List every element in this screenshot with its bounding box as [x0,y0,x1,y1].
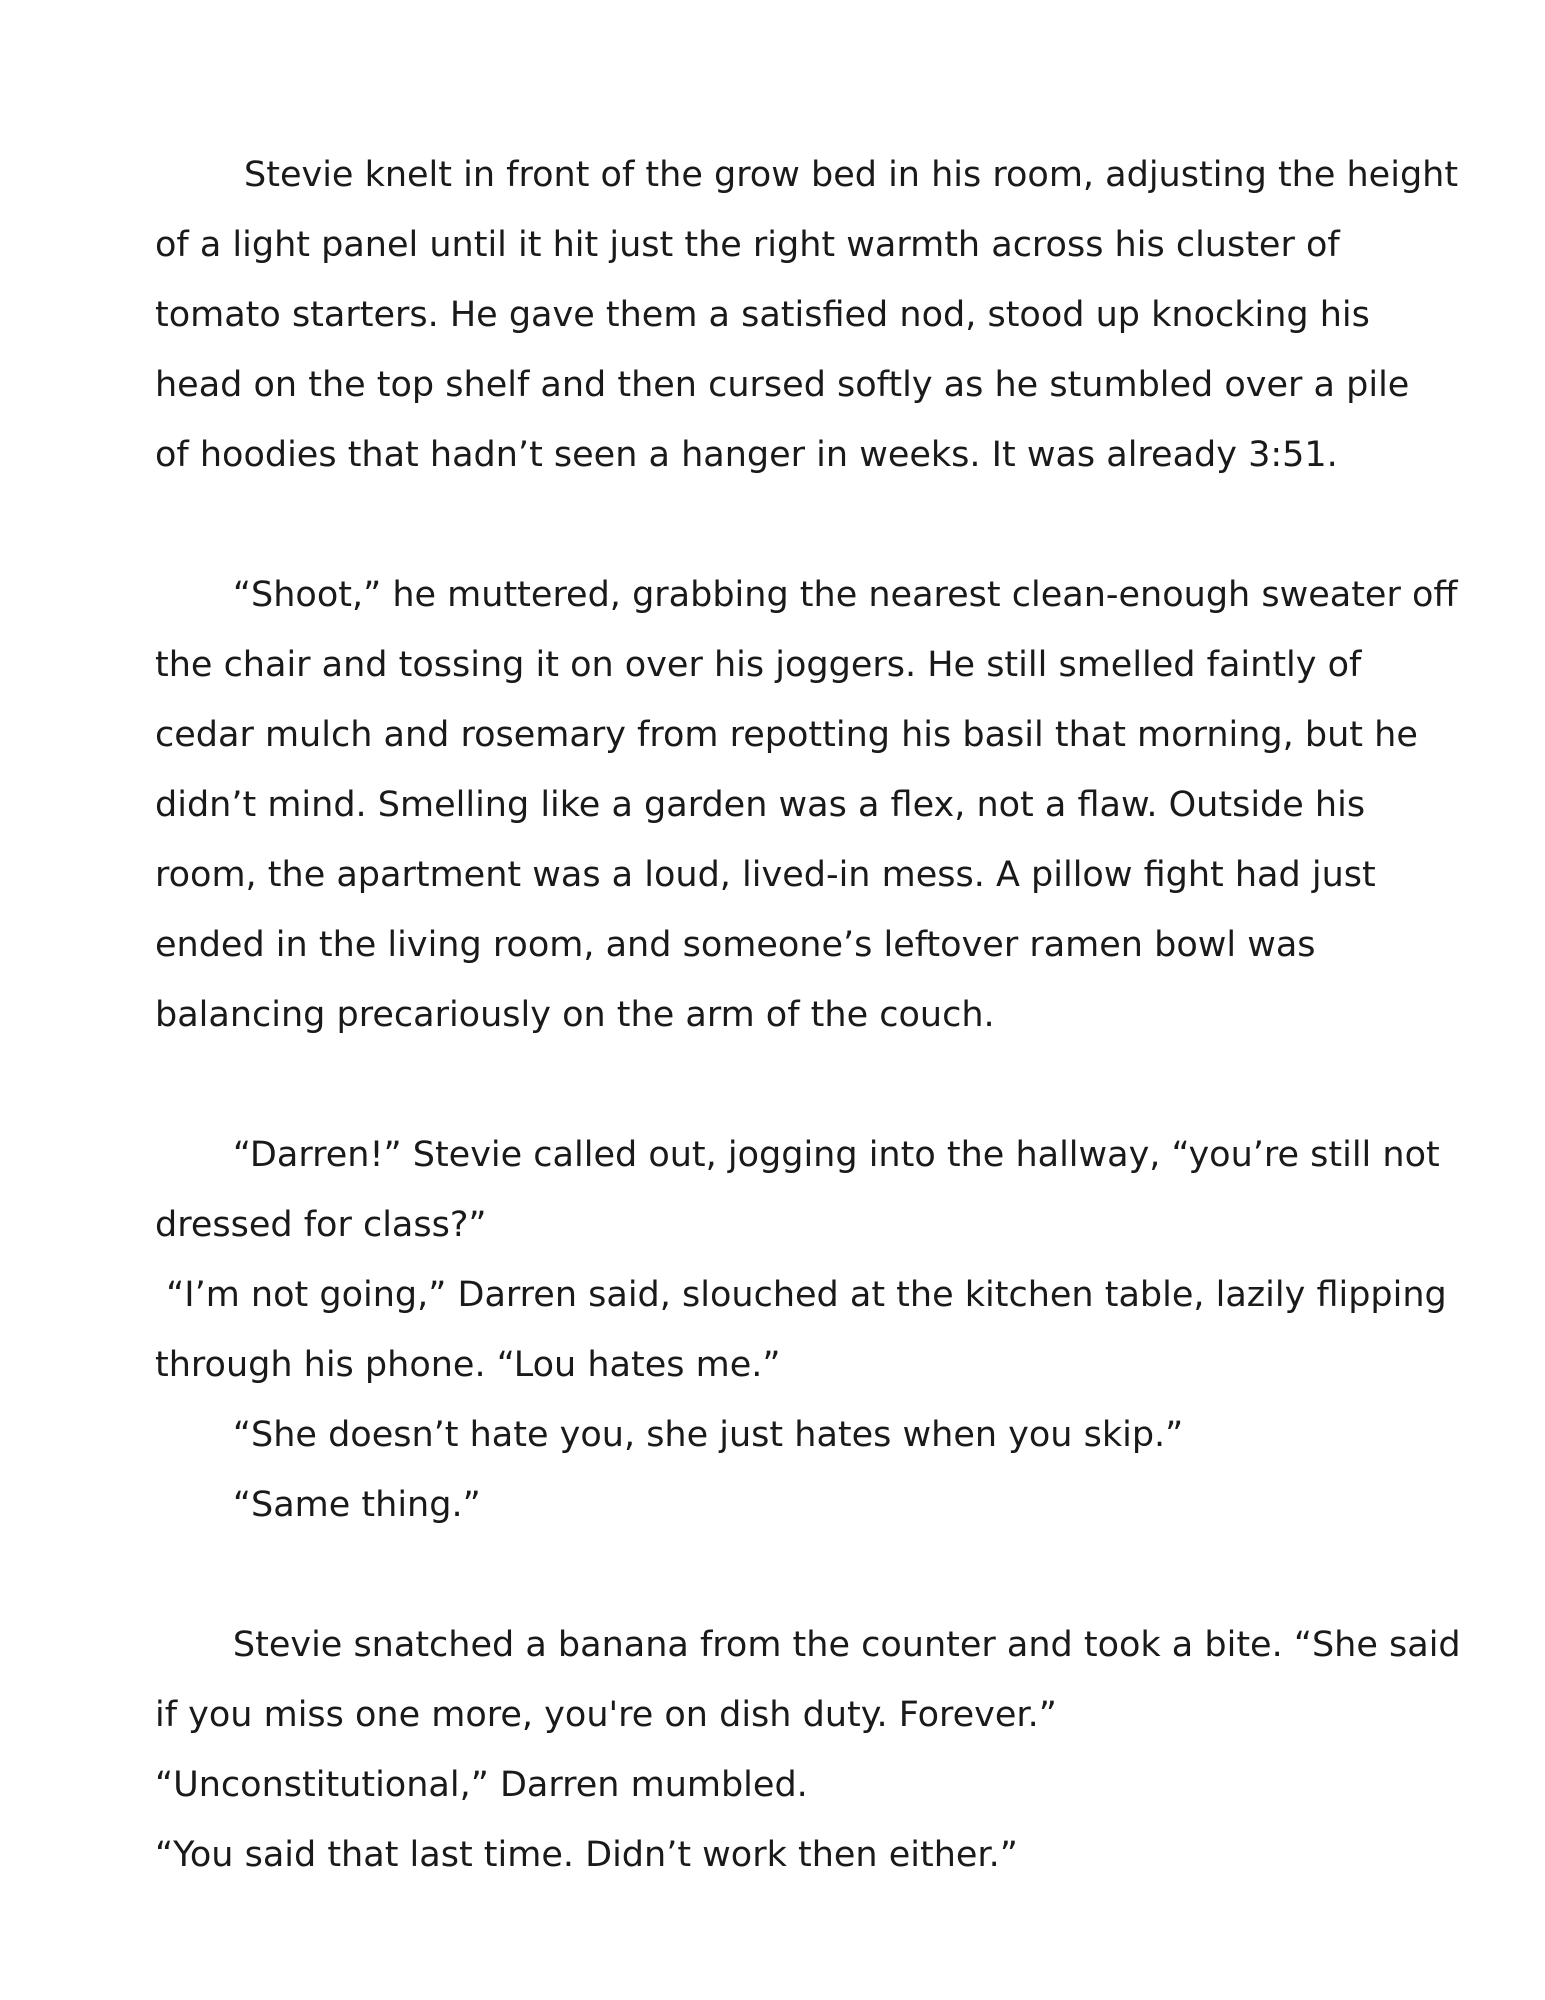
text-line: “Darren!” Stevie called out, jogging into the hallway, “you’re still not [155,1135,1440,1175]
text-line: dressed for class?” [155,1205,487,1245]
text-line: “Shoot,” he muttered, grabbing the nearest clean-enough sweater off [155,575,1458,615]
text-line: the chair and tossing it on over his joggers. He still smelled faintly of [155,645,1362,685]
text-line: Stevie knelt in front of the grow bed in his room, adjusting the height [155,155,1459,195]
text-line: cedar mulch and rosemary from repotting his basil that morning, but he [155,715,1418,755]
text-line: of hoodies that hadn’t seen a hanger in weeks. It was already 3:51. [155,435,1338,475]
text-line: ended in the living room, and someone’s leftover ramen bowl was [155,925,1316,965]
text-line: if you miss one more, you're on dish duty. Forever.” [155,1695,1057,1735]
text-line: “You said that last time. Didn’t work then either.” [155,1835,1018,1875]
text-line: through his phone. “Lou hates me.” [155,1345,781,1385]
text-line: head on the top shelf and then cursed softly as he stumbled over a pile [155,365,1410,405]
text-line: room, the apartment was a loud, lived-in mess. A pillow fight had just [155,855,1376,895]
text-line: “I’m not going,” Darren said, slouched at the kitchen table, lazily flipping [155,1275,1447,1315]
text-line: “Same thing.” [155,1485,481,1525]
text-line: of a light panel until it hit just the right warmth across his cluster of [155,225,1340,265]
text-line: “Unconstitutional,” Darren mumbled. [155,1765,808,1805]
text-line: Stevie snatched a banana from the counter and took a bite. “She said [155,1625,1461,1665]
text-line: “She doesn’t hate you, she just hates when you skip.” [155,1415,1184,1455]
text-line: tomato starters. He gave them a satisfied nod, stood up knocking his [155,295,1370,335]
text-line: balancing precariously on the arm of the couch. [155,995,995,1035]
text-line: didn’t mind. Smelling like a garden was a flex, not a flaw. Outside his [155,785,1366,825]
